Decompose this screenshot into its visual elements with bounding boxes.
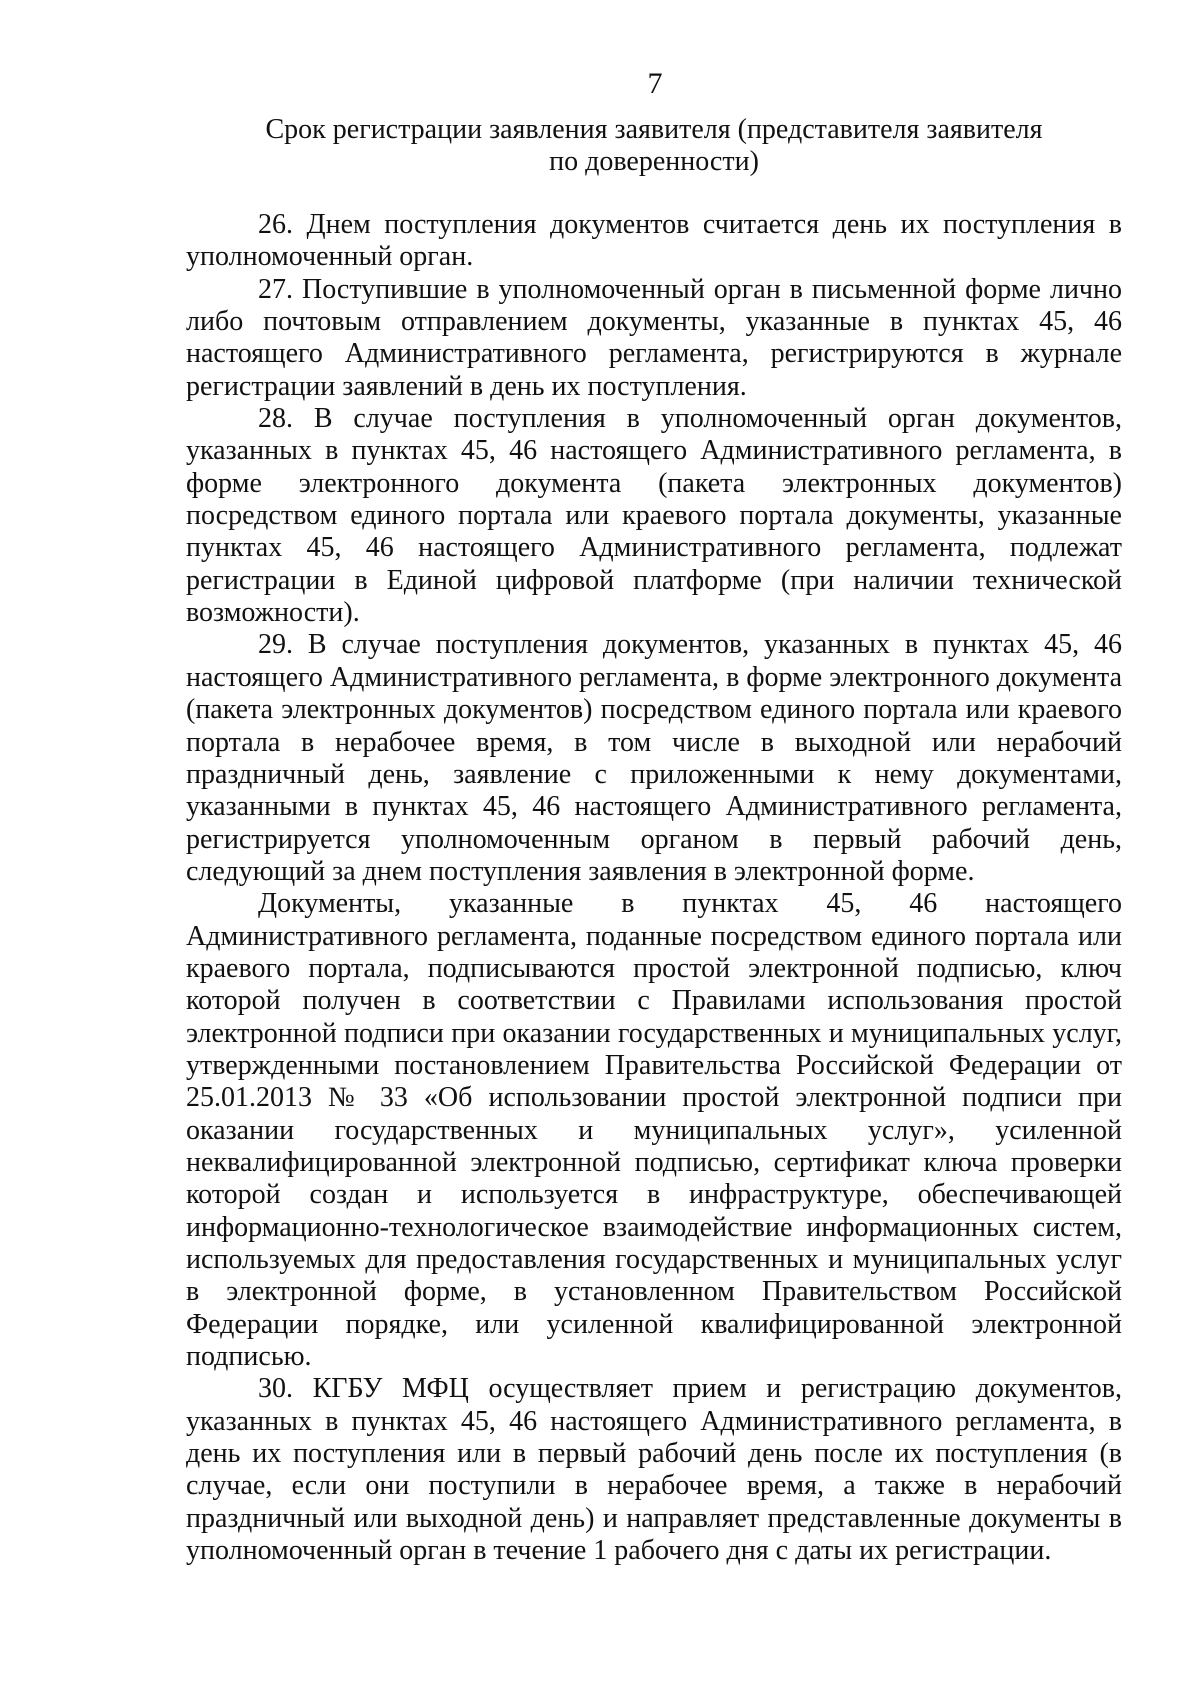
paragraph-26: 26. Днем поступления документов считается день их поступления в уполномоченный орган. [186, 209, 1122, 273]
paragraph-29-continuation: Документы, указанные в пунктах 45, 46 настоящего Административного регламента, поданные посредством единого портала или краевого портала, подписываются простой электронной подписью, ключ которой получен в соответствии с Правилами использования простой электронной подписи при оказании государственных и муниципальных услуг, утвержденными постановлением Правительства Российской Федерации от 25.01.2013 № 33 «Об использовании простой электронной подписи при оказании государственных и муниципальных услуг», усиленной неквалифицированной электронной подписью, сертификат ключа проверки которой создан и используется в инфраструктуре, обеспечивающей информационно-технологическое взаимодействие информационных систем, используемых для предоставления государственных и муниципальных услуг в электронной форме, в установленном Правительством Российской Федерации порядке, или усиленной квалифицированной электронной подписью. [186, 888, 1122, 1373]
document-body [186, 209, 1122, 1567]
paragraph-28: 28. В случае поступления в уполномоченный орган документов, указанных в пунктах 45, 46 настоящего Административного регламента, в форме электронного документа (пакета электронных документов) посредством единого портала или краевого портала документы, указанные пунктах 45, 46 настоящего Административного регламента, подлежат регистрации в Единой цифровой платформе (при наличии технической возможности). [186, 403, 1122, 629]
paragraph-29: 29. В случае поступления документов, указанных в пунктах 45, 46 настоящего Административного регламента, в форме электронного документа (пакета электронных документов) посредством единого портала или краевого портала в нерабочее время, в том числе в выходной или нерабочий праздничный день, заявление с приложенными к нему документами, указанными в пунктах 45, 46 настоящего Административного регламента, регистрируется уполномоченным органом в первый рабочий день, следующий за днем поступления заявления в электронной форме. [186, 629, 1122, 887]
section-title-line-2: по доверенности) [549, 146, 759, 177]
paragraph-27: 27. Поступившие в уполномоченный орган в письменной форме лично либо почтовым отправлением документы, указанные в пунктах 45, 46 настоящего Административного регламента, регистрируются в журнале регистрации заявлений в день их поступления. [186, 273, 1122, 402]
section-title-line-1: Срок регистрации заявления заявителя (представителя заявителя [265, 114, 1043, 145]
paragraph-30: 30. КГБУ МФЦ осуществляет прием и регистрацию документов, указанных в пунктах 45, 46 настоящего Административного регламента, в день их поступления или в первый рабочий день после их поступления (в случае, если они поступили в нерабочее время, а также в нерабочий праздничный или выходной день) и направляет представленные документы в уполномоченный орган в течение 1 рабочего дня с даты их регистрации. [186, 1373, 1122, 1567]
section-title [186, 114, 1122, 178]
page-number: 7 [647, 67, 663, 100]
